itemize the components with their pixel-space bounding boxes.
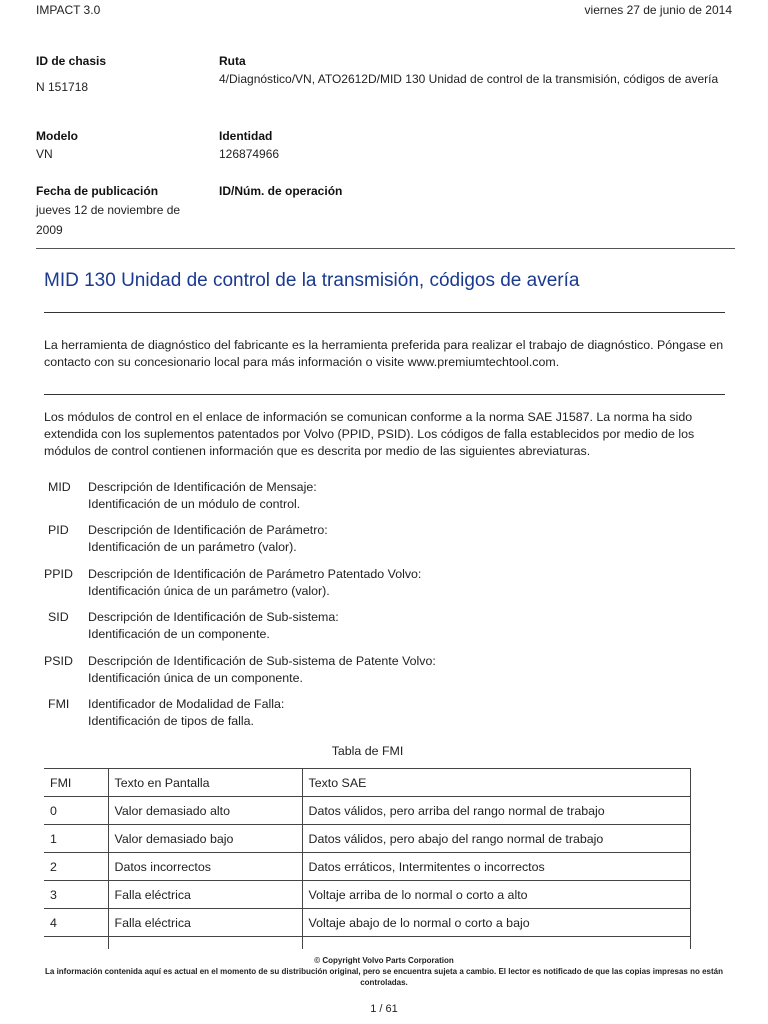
identity-label: Identidad <box>219 129 273 143</box>
chassis-label: ID de chasis <box>36 54 107 68</box>
table-cell: 1 <box>44 825 108 853</box>
list-item <box>44 653 734 687</box>
table-cell: Datos incorrectos <box>108 853 302 881</box>
page-title: MID 130 Unidad de control de la transmisión, códigos de avería <box>44 270 580 291</box>
abbr-detail: Identificación única de un componente. <box>88 671 303 685</box>
body-paragraph: Los módulos de control en el enlace de información se comunican conforme a la norma SAE J1587. La norma ha sido extendida con los suplementos patentados por Volvo (PPID, PSID). Los códigos de falla establecidos por medio de los módulos de control contienen información que es descrita por medio de las siguientes abreviaturas. <box>44 410 695 458</box>
abbr-detail: Identificación de tipos de falla. <box>88 714 255 728</box>
identity-value: 126874966 <box>219 147 280 161</box>
print-date: viernes 27 de junio de 2014 <box>584 3 732 17</box>
table-cell: Voltaje abajo de lo normal o corto a bajo <box>302 909 691 937</box>
abbr-code: PID <box>48 523 69 537</box>
abbr-code: MID <box>48 480 71 494</box>
table-cell: 2 <box>44 853 108 881</box>
pubdate-label: Fecha de publicación <box>36 184 159 198</box>
table-cell: Falla eléctrica <box>108 909 302 937</box>
list-item <box>44 522 734 556</box>
column-header: FMI <box>44 769 108 797</box>
fmi-table <box>44 768 691 949</box>
table-cell: Datos válidos, pero abajo del rango normal de trabajo <box>302 825 691 853</box>
pubdate-value: jueves 12 de noviembre de 2009 <box>36 203 181 237</box>
abbr-code: PSID <box>44 654 73 668</box>
header-divider <box>36 248 735 249</box>
list-item <box>44 566 734 600</box>
metadata-block <box>36 52 726 252</box>
table-header-row <box>44 769 691 797</box>
abbr-detail: Identificación única de un parámetro (valor). <box>88 584 330 598</box>
abbr-title: Descripción de Identificación de Parámetro Patentado Volvo: <box>88 567 422 581</box>
abbr-code: FMI <box>48 697 70 711</box>
abbr-detail: Identificación de un módulo de control. <box>88 497 301 511</box>
copyright-notice: © Copyright Volvo Parts Corporation <box>314 956 454 965</box>
table-cell: Valor demasiado alto <box>108 797 302 825</box>
abbr-code: SID <box>48 610 69 624</box>
route-label: Ruta <box>219 54 246 68</box>
table-caption: Tabla de FMI <box>331 744 404 758</box>
table-cell: Datos válidos, pero arriba del rango normal de trabajo <box>302 797 691 825</box>
table-row <box>44 853 691 881</box>
list-item <box>44 609 734 643</box>
abbr-title: Descripción de Identificación de Sub-sistema de Patente Volvo: <box>88 654 436 668</box>
list-item <box>44 696 734 730</box>
table-cell: 0 <box>44 797 108 825</box>
abbr-detail: Identificación de un parámetro (valor). <box>88 540 297 554</box>
table-cell: Voltaje arriba de lo normal o corto a alto <box>302 881 691 909</box>
column-header: Texto SAE <box>302 769 691 797</box>
abbr-title: Identificador de Modalidad de Falla: <box>88 697 285 711</box>
table-row-continued <box>44 937 691 950</box>
table-row <box>44 881 691 909</box>
intro-divider <box>44 394 725 395</box>
list-item <box>44 479 734 513</box>
page-header <box>36 3 732 19</box>
model-value: VN <box>36 147 53 161</box>
table-row <box>44 797 691 825</box>
table-cell: 4 <box>44 909 108 937</box>
table-cell: 3 <box>44 881 108 909</box>
abbr-title: Descripción de Identificación de Mensaje: <box>88 480 317 494</box>
chassis-value: N 151718 <box>36 80 89 94</box>
abbr-code: PPID <box>44 567 73 581</box>
table-cell: Datos erráticos, Intermitentes o incorrectos <box>302 853 691 881</box>
disclaimer-notice: La información contenida aquí es actual en el momento de su distribución original, pero se encuentra sujeta a cambio. El lector es notificado de que las copias impresas no están controladas. <box>45 967 723 987</box>
abbr-title: Descripción de Identificación de Parámetro: <box>88 523 328 537</box>
model-label: Modelo <box>36 129 78 143</box>
table-cell: Falla eléctrica <box>108 881 302 909</box>
table-cell: Valor demasiado bajo <box>108 825 302 853</box>
page-number: 1 / 61 <box>370 1003 398 1015</box>
table-row <box>44 825 691 853</box>
title-divider <box>44 312 725 313</box>
table-row <box>44 909 691 937</box>
route-value: 4/Diagnóstico/VN, ATO2612D/MID 130 Unidad de control de la transmisión, códigos de avería <box>219 72 719 86</box>
abbr-title: Descripción de Identificación de Sub-sistema: <box>88 610 339 624</box>
operation-id-label: ID/Núm. de operación <box>219 184 343 198</box>
abbr-detail: Identificación de un componente. <box>88 627 270 641</box>
column-header: Texto en Pantalla <box>108 769 302 797</box>
intro-paragraph: La herramienta de diagnóstico del fabricante es la herramienta preferida para realizar el trabajo de diagnóstico. Póngase en contacto con su concesionario local para más información o visite www.premiumtechtool.com. <box>44 338 724 369</box>
app-name: IMPACT 3.0 <box>36 3 101 17</box>
page-footer <box>30 955 738 988</box>
